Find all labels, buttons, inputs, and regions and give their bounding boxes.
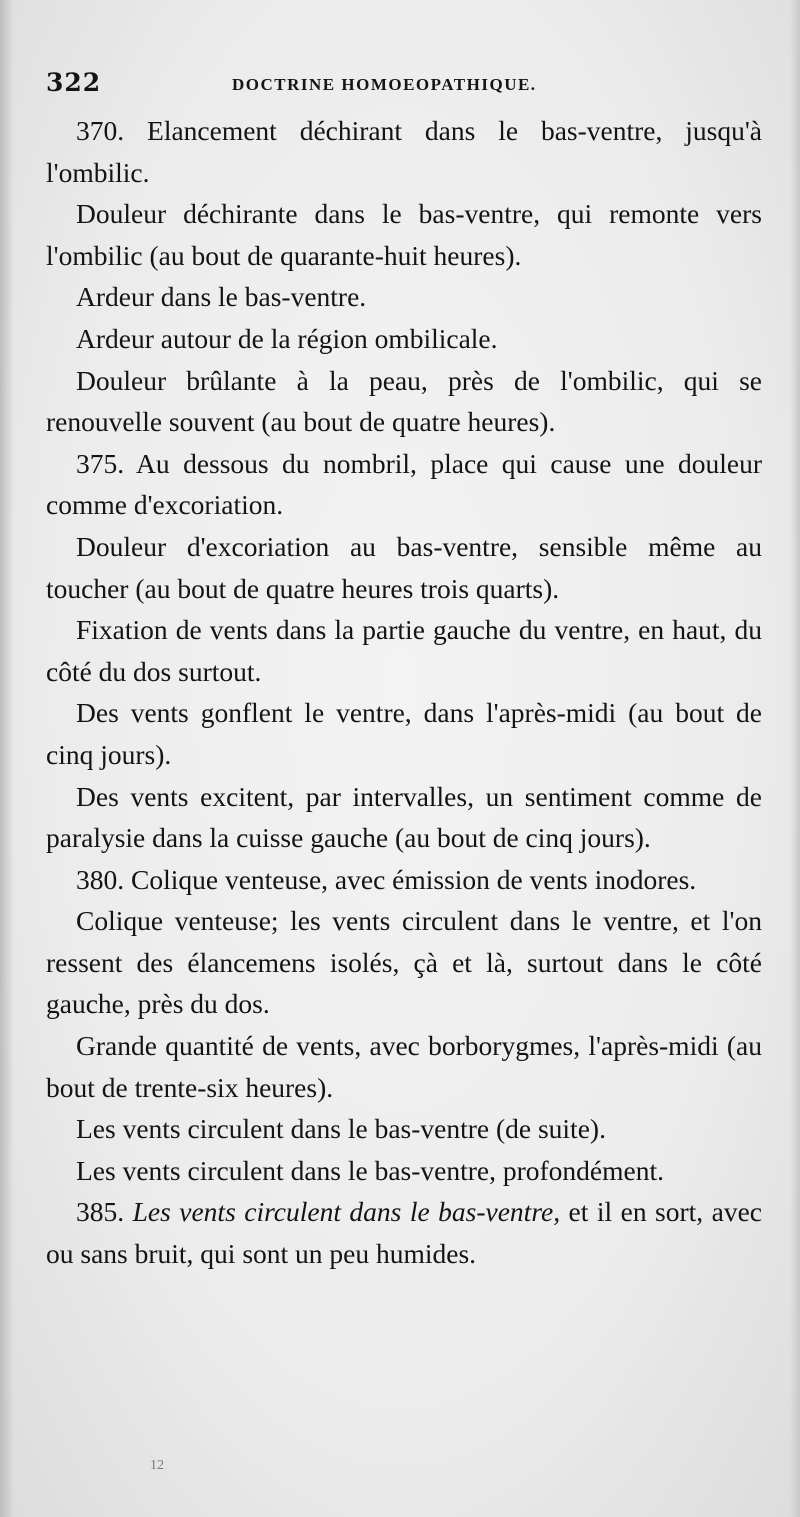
page-edge-shadow-right [790,0,800,1517]
paragraph: Les vents circulent dans le bas-ventre (de suite). [76,1113,606,1145]
paragraph: Des vents excitent, par intervalles, un sentiment comme de paralysie dans la cuisse gauche (au bout de cinq jours). [46,780,762,854]
paragraph: 370. Elancement déchirant dans le bas-ventre, jusqu'à l'ombilic. [46,115,762,188]
paragraph: Douleur brûlante à la peau, près de l'ombilic, qui se renouvelle souvent (au bout de quatre heures). [46,364,762,438]
paragraph-last [46,1191,762,1274]
paragraph-text: et il en sort, avec ou sans bruit, qui sont un peu humides. [46,1196,762,1270]
paragraph: Douleur déchirante dans le bas-ventre, qui remonte vers l'ombilic (au bout de quarante-huit heures). [46,198,762,271]
page-edge-shadow-left [0,0,14,1517]
paragraph: Fixation de vents dans la partie gauche du ventre, en haut, du côté du dos surtout. [46,614,762,687]
italic-phrase: Les vents circulent dans le bas-ventre, [132,1196,561,1228]
body-text [46,110,762,1275]
paragraph: 380. Colique venteuse, avec émission de vents inodores. [76,863,697,895]
paragraph: Ardeur autour de la région ombilicale. [76,322,498,354]
page-number: 322 [46,68,102,97]
paragraph: Douleur d'excoriation au bas-ventre, sensible même au toucher (au bout de quatre heures trois quarts). [46,530,762,604]
paragraph: Des vents gonflent le ventre, dans l'après-midi (au bout de cinq jours). [46,697,762,770]
paragraph: Grande quantité de vents, avec borborygmes, l'après-midi (au bout de trente-six heures). [46,1030,762,1103]
paragraph-number: 385. [76,1196,125,1228]
paragraph: Ardeur dans le bas-ventre. [76,281,367,313]
paragraph: 375. Au dessous du nombril, place qui cause une douleur comme d'excoriation. [46,447,762,521]
signature-mark: 12 [150,1458,164,1473]
page-header [46,68,766,108]
running-head: DOCTRINE HOMOEOPATHIQUE. [232,75,537,94]
paragraph: Les vents circulent dans le bas-ventre, profondément. [76,1154,664,1186]
paragraph: Colique venteuse; les vents circulent dans le ventre, et l'on ressent des élancemens isolés, çà et là, surtout dans le côté gauche, près du dos. [46,905,762,1020]
